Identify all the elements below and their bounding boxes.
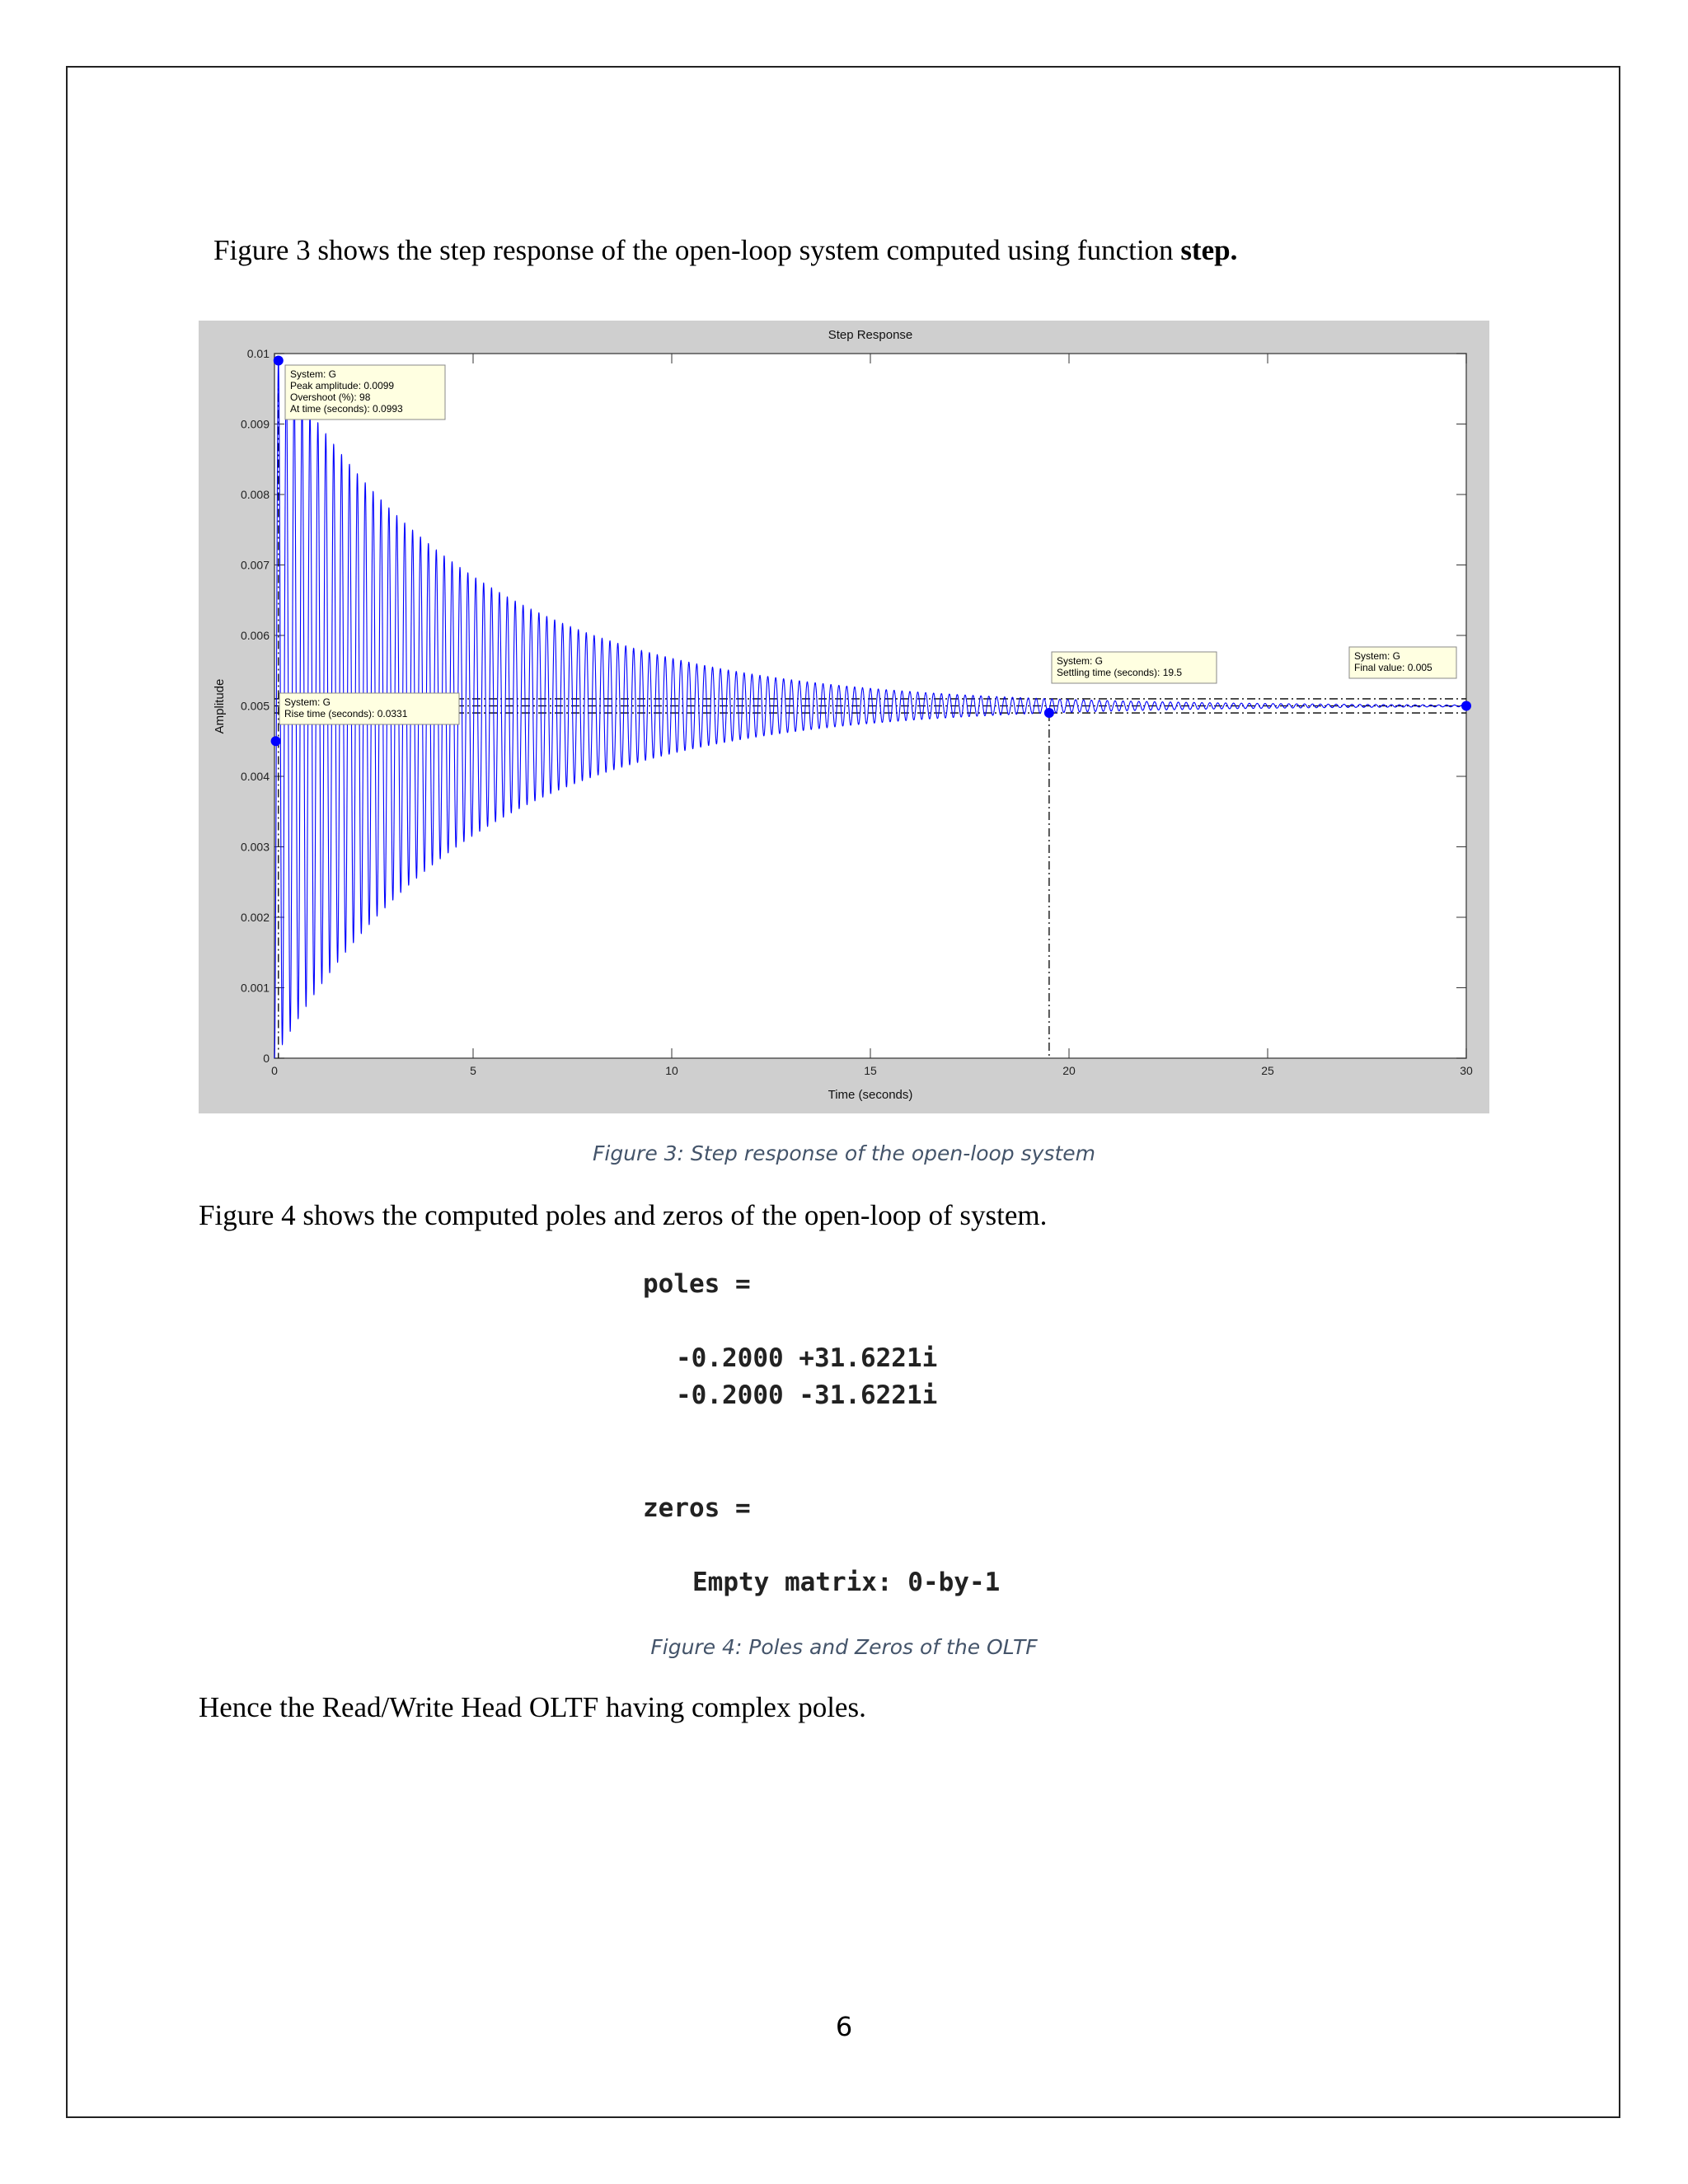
- x-tick-label: 25: [1261, 1064, 1274, 1077]
- x-tick-label: 15: [864, 1064, 877, 1077]
- paragraph-figure3-text: Figure 3 shows the step response of the open-loop system computed using function: [213, 234, 1181, 266]
- data-tip-marker: [1461, 701, 1471, 711]
- x-axis-label: Time (seconds): [828, 1088, 913, 1102]
- paragraph-figure3-intro: [213, 232, 1237, 269]
- pole-1-value: -0.2000 +31.6221i: [676, 1343, 938, 1373]
- data-tip-text: System: G: [1057, 655, 1104, 667]
- y-tick-label: 0.002: [240, 911, 270, 924]
- y-tick-label: 0.001: [240, 981, 270, 995]
- y-tick-label: 0.004: [240, 770, 270, 783]
- page-number: 6: [835, 2011, 853, 2042]
- data-tip-text: Final value: 0.005: [1354, 662, 1432, 673]
- figure-3-caption: Figure 3: Step response of the open-loop system: [593, 1141, 1095, 1165]
- y-tick-label: 0.003: [240, 840, 270, 854]
- data-tip-text: System: G: [1354, 650, 1401, 662]
- data-tip-text: Settling time (seconds): 19.5: [1057, 667, 1183, 678]
- data-tip-text: Peak amplitude: 0.0099: [290, 380, 395, 391]
- y-tick-label: 0.01: [246, 347, 270, 360]
- x-tick-label: 30: [1460, 1064, 1473, 1077]
- zeros-value: Empty matrix: 0-by-1: [692, 1568, 1001, 1597]
- y-tick-label: 0.008: [240, 488, 270, 501]
- paragraph-conclusion: Hence the Read/Write Head OLTF having complex poles.: [199, 1691, 866, 1723]
- y-tick-label: 0.009: [240, 417, 270, 431]
- chart-title: Step Response: [828, 328, 913, 342]
- x-tick-label: 0: [271, 1064, 278, 1077]
- poles-label: poles =: [643, 1269, 751, 1299]
- paragraph-figure4-intro: Figure 4 shows the computed poles and zeros of the open-loop of system.: [199, 1199, 1048, 1231]
- pole-2-value: -0.2000 -31.6221i: [676, 1380, 938, 1410]
- figure-4-caption: Figure 4: Poles and Zeros of the OLTF: [650, 1635, 1038, 1659]
- data-tip-text: At time (seconds): 0.0993: [290, 403, 403, 415]
- x-tick-label: 5: [470, 1064, 476, 1077]
- data-tip-text: Overshoot (%): 98: [290, 391, 371, 403]
- data-tip-marker: [1044, 708, 1054, 718]
- figure-3-step-response: [199, 321, 1489, 1113]
- data-tip-text: System: G: [284, 696, 331, 708]
- function-name-step: step.: [1180, 234, 1238, 266]
- y-axis-label: Amplitude: [213, 678, 227, 734]
- y-tick-label: 0: [263, 1052, 270, 1065]
- y-tick-label: 0.006: [240, 629, 270, 642]
- data-tip-text: System: G: [290, 368, 337, 380]
- data-tip-marker: [274, 356, 284, 366]
- step-response-chart: [199, 321, 1489, 1113]
- zeros-label: zeros =: [643, 1493, 751, 1523]
- data-tip-marker: [271, 736, 281, 746]
- data-tip-text: Rise time (seconds): 0.0331: [284, 708, 408, 719]
- x-tick-label: 20: [1062, 1064, 1076, 1077]
- y-tick-label: 0.007: [240, 558, 270, 572]
- x-tick-label: 10: [665, 1064, 678, 1077]
- y-tick-label: 0.005: [240, 699, 270, 713]
